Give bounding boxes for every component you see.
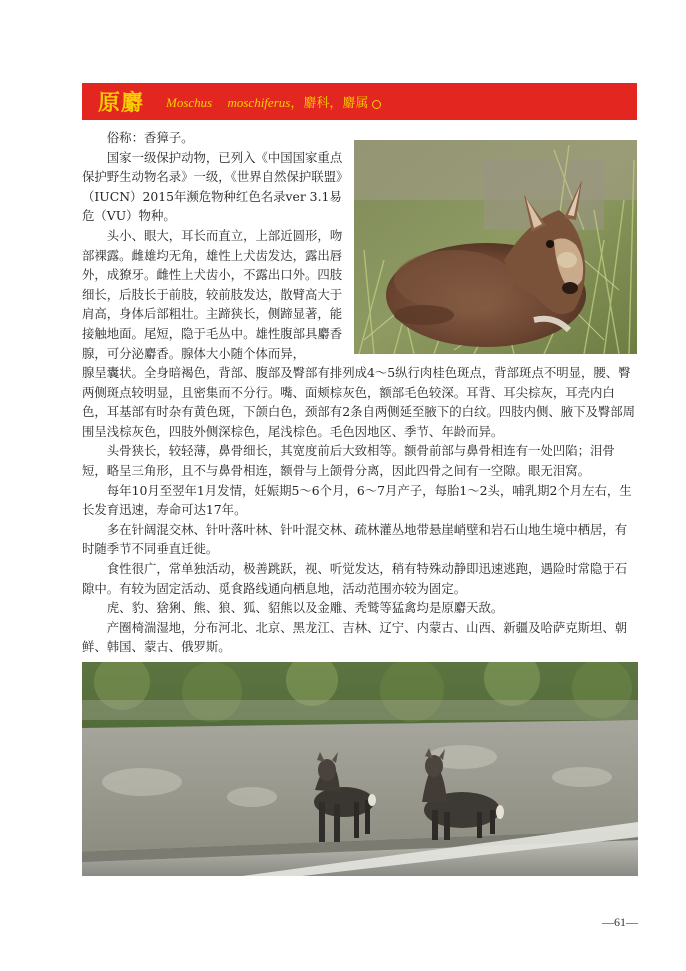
skull-text: 头骨狭长，较轻薄，鼻骨细长，其宽度前后大致相等。额骨前部与鼻骨相连有一处凹陷；泪骨短，略呈三角形，且不与鼻骨相连，额骨与上颌骨分离，因此四骨之间有一空隙。眼无泪窝。 bbox=[82, 443, 615, 478]
habitat-text: 多在针阔混交林、针叶落叶林、针叶混交林、疏林灌丛地带悬崖峭壁和岩石山地生境中栖居，有时随季节不同垂直迁徙。 bbox=[82, 521, 628, 557]
photo-two-deer bbox=[82, 662, 638, 876]
latin-name: Moschus moschiferus bbox=[166, 95, 291, 110]
main-text-block bbox=[82, 363, 638, 657]
species-subtitle bbox=[166, 92, 381, 111]
species-title: 原麝 bbox=[98, 91, 145, 116]
common-name: 俗称：香獐子。 bbox=[106, 130, 194, 145]
photo-resting-deer bbox=[354, 140, 637, 354]
section-header bbox=[82, 83, 637, 120]
classification: ，麝科，麝属 bbox=[290, 95, 369, 110]
distribution-text: 产圈椅湍湿地，分布河北、北京、黑龙江、吉林、辽宁、内蒙古、山西、新疆及哈萨克斯坦、朝鲜、韩国、蒙古、俄罗斯。 bbox=[82, 619, 628, 655]
predators-text: 虎、豹、猞猁、熊、狼、狐、貂熊以及金雕、秃鹫等猛禽均是原麝天敌。 bbox=[106, 600, 504, 616]
circle-bullet-icon bbox=[372, 100, 381, 109]
morphology-text: 头小、眼大，耳长而直立，上部近圆形，吻部裸露。雌雄均无角，雄性上犬齿发达，露出唇外，成獠牙。雌性上犬齿小，不露出口外。四肢细长，后肢长于前肢，较前肢发达，散臂高大于肩高，身体后部粗壮。主蹄狭长，侧蹄显著，能接触地面。尾短，隐于毛丛中。雄性腹部具麝香腺，可分泌麝香。腺体大小随个体而异， bbox=[82, 227, 343, 361]
intro-text-block bbox=[82, 128, 347, 363]
behavior-text: 食性很广，常单独活动，极善跳跃，视、听觉发达，稍有特殊动静即迅速逃跑，遇险时常隐于石隙中。有较为固定活动、觅食路线通向栖息地，活动范围亦较为固定。 bbox=[82, 560, 628, 596]
protection-status: 国家一级保护动物，已列入《中国国家重点保护野生动物名录》一级，《世界自然保护联盟》（IUCN）2015年濒危物种红色名录ver 3.1易危（VU）物种。 bbox=[82, 149, 343, 224]
page-number: —61— bbox=[602, 915, 638, 929]
morphology-continuation: 腺呈囊状。全身暗褐色，背部、腹部及臀部有排列成4～5纵行肉桂色斑点，背部斑点不明显，腰、臀两侧斑点较明显，且密集而不分行。嘴、面颊棕灰色，额部毛色较深。耳背、耳尖棕灰，耳壳内白色，耳基部有时杂有黄色斑，下颌白色，颈部有2条自两侧延至腋下的白纹。四肢内侧、腋下及臀部周围呈浅棕灰色，四肢外侧深棕色，尾浅棕色。毛色因地区、季节、年龄而异。 bbox=[82, 365, 636, 439]
breeding-text: 每年10月至翌年1月发情，妊娠期5～6个月，6～7月产子，每胎1～2头，哺乳期2个月左右，生长发育迅速，寿命可达17年。 bbox=[82, 482, 632, 518]
